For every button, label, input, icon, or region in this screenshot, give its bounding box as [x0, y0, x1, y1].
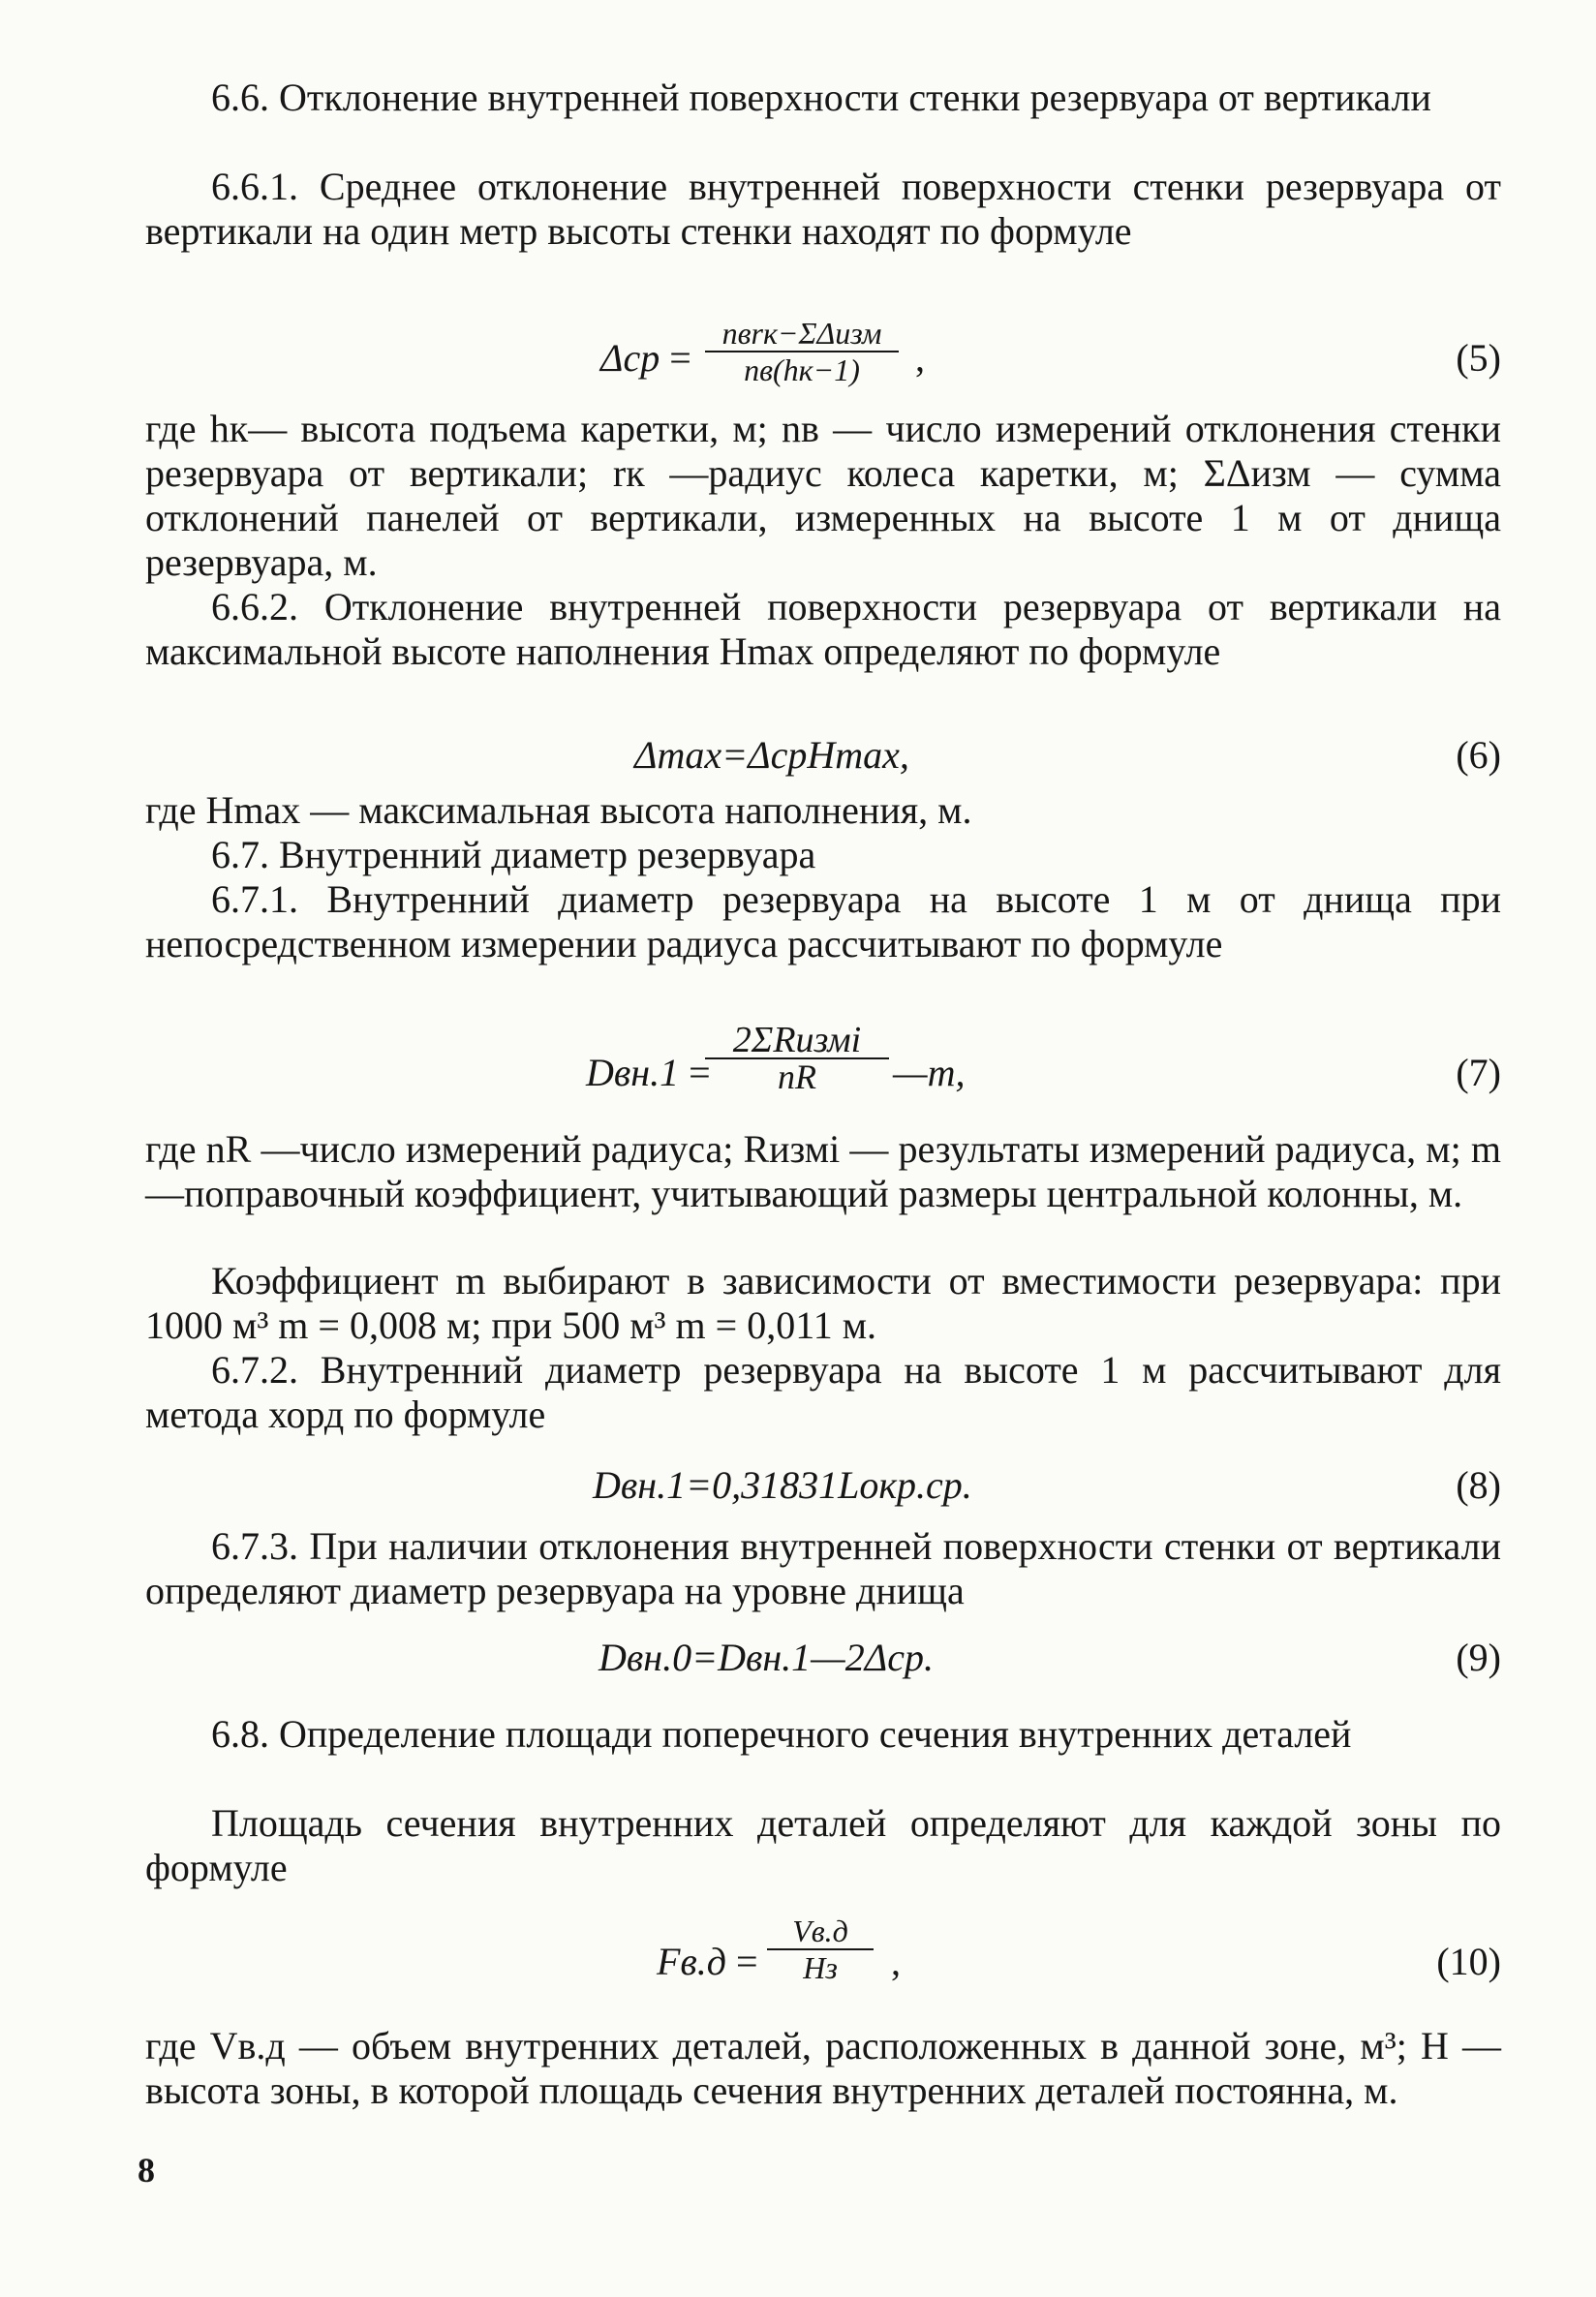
formula-7-numerator: 2ΣRизмi — [732, 1020, 862, 1060]
section-6-7-heading: 6.7. Внутренний диаметр резервуара — [211, 833, 816, 876]
formula-10-numerator: Vв.д — [792, 1914, 848, 1948]
formula-10-number: (10) — [1436, 1940, 1501, 1983]
formula-9-number: (9) — [1456, 1636, 1501, 1679]
paragraph-6-6-1-legend: где hк— высота подъема каретки, м; nв — число измерений отклонения стенки резервуара от вертикали; rк —радиус колеса каретки, м; ΣΔизм — сумма отклонений панелей от вертикали, измеренных на высоте 1 м от днища резервуара, м. — [145, 407, 1501, 584]
paragraph-6-7-1-legend: где nR —число измерений радиуса; Rизмi — результаты измерений радиуса, м; m—поправочный коэффициент, учитывающий размеры центральной колонны, м. — [145, 1127, 1501, 1215]
paragraph-6-7-1: 6.7.1. Внутренний диаметр резервуара на высоте 1 м от днища при непосредственном измерении радиуса рассчитывают по формуле — [145, 877, 1501, 965]
formula-5-number: (5) — [1456, 336, 1501, 380]
formula-5-denominator: nв(hк−1) — [744, 352, 860, 387]
formula-6-expression: Δmax=ΔсрHmax, — [634, 733, 909, 777]
formula-7-denominator: nR — [778, 1057, 816, 1096]
formula-5-tail: , — [915, 336, 925, 380]
formula-7-tail: —m, — [893, 1051, 966, 1094]
paragraph-6-7-3: 6.7.3. При наличии отклонения внутренней поверхности стенки от вертикали определяют диаметр резервуара на уровне днища — [145, 1524, 1501, 1612]
paragraph-6-7-2: 6.7.2. Внутренний диаметр резервуара на высоте 1 м рассчитывают для метода хорд по формуле — [145, 1348, 1501, 1436]
paragraph-coefficient-m: Коэффициент m выбирают в зависимости от вместимости резервуара: при 1000 м³ m = 0,008 м; при 500 м³ m = 0,011 м. — [145, 1259, 1501, 1347]
formula-5: Δср = nвrк−ΣΔизм nв(hк−1) , (5) — [600, 316, 1501, 387]
formula-5-lhs: Δср — [600, 336, 660, 380]
paragraph-6-8-legend: где Vв.д — объем внутренних деталей, расположенных в данной зоне, м³; H — высота зоны, в которой площадь сечения внутренних деталей постоянна, м. — [145, 2024, 1501, 2112]
formula-7-lhs: Dвн.1 — [586, 1051, 680, 1094]
formula-8-number: (8) — [1456, 1463, 1501, 1507]
formula-8-expression: Dвн.1=0,31831Lокр.ср. — [593, 1463, 972, 1507]
formula-6 — [0, 724, 1596, 782]
paragraph-6-6-1: 6.6.1. Среднее отклонение внутренней поверхности стенки резервуара от вертикали на один метр высоты стенки находят по формуле — [145, 165, 1501, 253]
formula-9-expression: Dвн.0=Dвн.1—2Δср. — [598, 1636, 934, 1679]
page-number: 8 — [138, 2151, 155, 2190]
formula-8 — [0, 1458, 1596, 1516]
section-6-8-heading: 6.8. Определение площади поперечного сечения внутренних деталей — [211, 1712, 1352, 1756]
formula-5-numerator: nвrк−ΣΔизм — [721, 316, 882, 351]
formula-7-number: (7) — [1456, 1051, 1501, 1094]
formula-6-number: (6) — [1456, 733, 1501, 777]
formula-10-denominator: Hз — [803, 1950, 838, 1985]
paragraph-6-6-2: 6.6.2. Отклонение внутренней поверхности резервуара от вертикали на максимальной высоте наполнения Hmax определяют по формуле — [145, 585, 1501, 673]
formula-10-lhs: Fв.д — [657, 1940, 727, 1983]
formula-7: Dвн.1 = 2ΣRизмi nR —m, (7) — [586, 1020, 1501, 1096]
formula-10-tail: , — [891, 1940, 901, 1983]
section-6-6-heading: 6.6. Отклонение внутренней поверхности стенки резервуара от вертикали — [211, 76, 1431, 119]
paragraph-6-6-2-legend: где Hmax — максимальная высота наполнения, м. — [145, 788, 972, 832]
paragraph-6-8: Площадь сечения внутренних деталей определяют для каждой зоны по формуле — [145, 1801, 1501, 1889]
formula-9 — [0, 1633, 1596, 1691]
formula-10: Fв.д = Vв.д Hз , (10) — [657, 1914, 1501, 1985]
